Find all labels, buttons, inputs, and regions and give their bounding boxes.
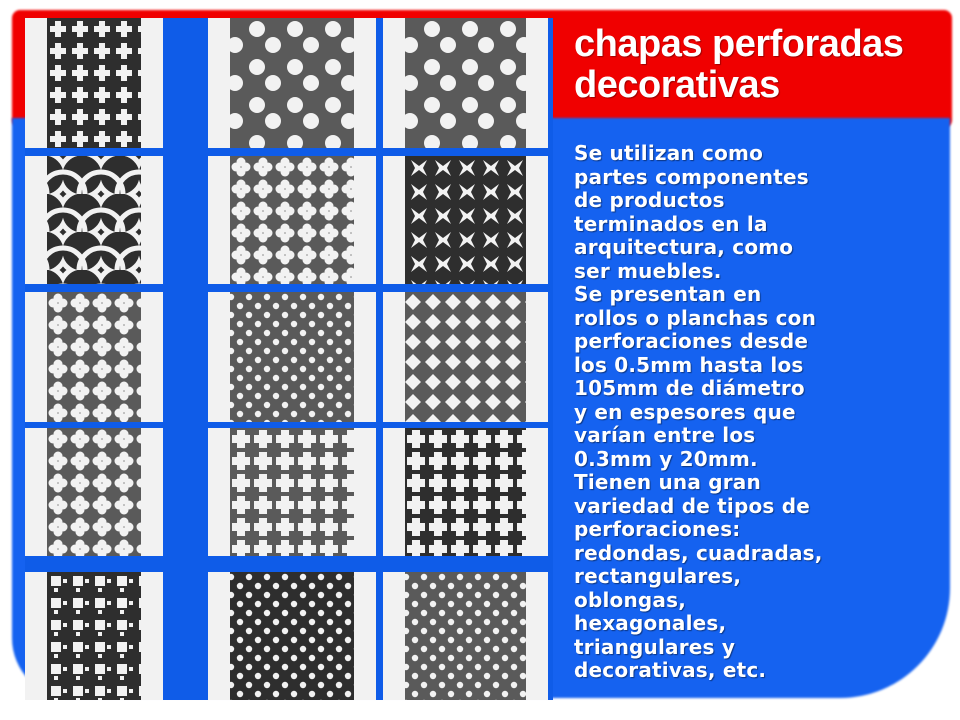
slide-title: chapas perforadas decorativas — [574, 23, 904, 106]
perforated-sample-tile — [383, 428, 548, 556]
slide-description: Se utilizan como partes componentes de productos terminados en la arquitectura, como ser muebles. Se presentan en rollos o planchas con perforaciones desde los 0.5mm hasta los 105mm de diámetro y en espesores que varían entre los 0.3mm y 20mm. Tienen una gran variedad de tipos de perforaciones: redondas, cuadradas, rectangulares, oblongas, hexagonales, triangulares y decorativas, etc. — [574, 141, 823, 682]
perforated-sample-tile — [208, 156, 376, 284]
perforated-sample-tile — [383, 18, 548, 148]
perforated-sample-tile — [25, 156, 163, 284]
perforated-sample-tile — [25, 292, 163, 422]
perforated-sample-tile — [383, 156, 548, 284]
perforated-sheet-photo-grid — [25, 18, 553, 700]
perforated-sample-tile — [208, 292, 376, 422]
perforated-sample-tile — [383, 572, 548, 700]
perforated-sample-tile — [25, 572, 163, 700]
perforated-sample-tile — [25, 18, 163, 148]
perforated-sample-tile — [383, 292, 548, 422]
perforated-sample-tile — [208, 572, 376, 700]
perforated-sample-tile — [208, 428, 376, 556]
perforated-sample-tile — [208, 18, 376, 148]
perforated-sample-tile — [25, 428, 163, 556]
